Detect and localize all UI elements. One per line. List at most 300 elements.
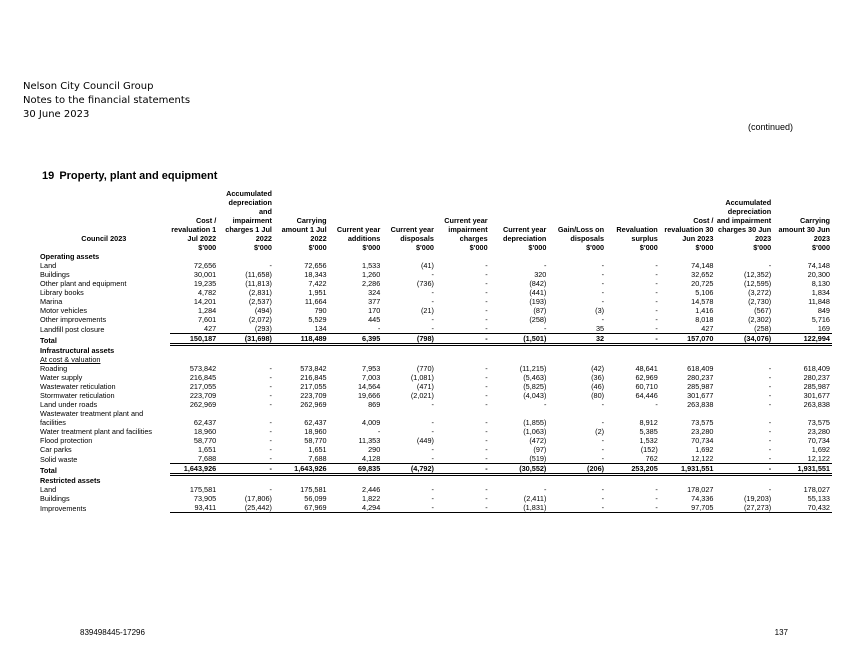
table-cell: (2,411) — [523, 494, 547, 503]
table-cell: - — [382, 503, 436, 513]
table-cell: 301,677 — [803, 391, 830, 400]
total-cell: (1,501) — [490, 334, 549, 345]
row-label: Other plant and equipment — [40, 279, 127, 288]
table-cell: - — [715, 454, 773, 464]
section-title — [42, 170, 217, 182]
table-cell: 5,716 — [811, 315, 830, 324]
total-cell: - — [715, 464, 773, 475]
table-cell: 262,969 — [189, 400, 217, 409]
section-number: 19 — [42, 170, 55, 182]
table-cell: (2) — [595, 427, 605, 436]
table-cell: - — [655, 400, 658, 409]
table-cell: (11,813) — [245, 279, 272, 288]
table-cell: (2,730) — [748, 297, 772, 306]
unit-label: $'000 — [753, 243, 772, 252]
table-cell: - — [768, 364, 772, 373]
table-cell: 18,960 — [304, 427, 327, 436]
table-cell: (567) — [754, 306, 772, 315]
table-cell: - — [768, 436, 772, 445]
table-cell: - — [431, 427, 434, 436]
header-organisation: Nelson City Council Group — [23, 81, 154, 92]
table-cell: 445 — [368, 315, 381, 324]
table-cell: - — [485, 494, 488, 503]
table-cell: 19,235 — [193, 279, 217, 288]
group-subheading-row — [40, 355, 832, 364]
table-cell: - — [485, 315, 488, 324]
ppe-table — [40, 189, 832, 513]
table-cell: - — [601, 485, 605, 494]
table-row — [40, 454, 832, 464]
total-cell: (4,792) — [382, 464, 436, 475]
table-cell: 60,710 — [635, 382, 658, 391]
table-cell: - — [431, 445, 434, 454]
table-cell: (19,203) — [744, 494, 772, 503]
table-cell: 849 — [817, 306, 830, 315]
table-cell: - — [269, 261, 272, 270]
table-cell: - — [436, 454, 490, 464]
table-cell: 23,280 — [807, 427, 830, 436]
table-cell: - — [768, 445, 772, 454]
table-cell: 178,027 — [803, 485, 830, 494]
table-row — [40, 279, 832, 288]
table-row — [40, 409, 832, 427]
column-header: Current year depreciation — [502, 225, 547, 243]
table-cell: - — [485, 373, 488, 382]
table-cell: (258) — [715, 324, 773, 334]
table-cell: 30,001 — [193, 270, 217, 279]
table-cell: 285,987 — [803, 382, 830, 391]
table-row — [40, 436, 832, 445]
table-cell: (494) — [254, 306, 272, 315]
table-cell: - — [269, 445, 272, 454]
total-cell: (30,552) — [490, 464, 549, 475]
unit-label: $'000 — [812, 243, 830, 252]
table-cell: (17,806) — [244, 494, 272, 503]
table-cell: 11,848 — [808, 297, 830, 306]
table-cell: - — [431, 270, 434, 279]
total-cell: 122,994 — [773, 334, 832, 345]
row-label: Roading — [40, 364, 68, 373]
total-cell: 1,643,926 — [274, 464, 329, 475]
table-cell: 18,343 — [304, 270, 327, 279]
table-cell: (41) — [420, 261, 434, 270]
table-cell: 11,664 — [304, 297, 327, 306]
table-cell: - — [601, 445, 605, 454]
table-cell: - — [485, 391, 488, 400]
table-cell: (36) — [591, 373, 605, 382]
table-cell: 70,734 — [691, 436, 714, 445]
row-label: Water treatment plant and facilities — [40, 427, 153, 436]
table-cell: 58,770 — [304, 436, 327, 445]
row-label: Car parks — [40, 445, 72, 454]
table-cell: (258) — [529, 315, 547, 324]
row-label: Library books — [40, 288, 84, 297]
table-cell: - — [768, 427, 772, 436]
unit-label: $'000 — [362, 243, 381, 252]
table-cell: 1,692 — [811, 445, 830, 454]
table-cell: 73,905 — [193, 494, 217, 503]
table-cell: 35 — [548, 324, 606, 334]
row-label: Solid waste — [40, 454, 78, 464]
table-cell: 4,294 — [329, 503, 383, 513]
table-cell: 20,725 — [691, 279, 714, 288]
table-cell: - — [485, 382, 488, 391]
total-cell: 150,187 — [170, 334, 219, 345]
column-header: Gain/Loss on disposals — [557, 225, 605, 243]
table-cell: - — [655, 485, 658, 494]
group-heading: Restricted assets — [40, 476, 101, 485]
table-cell: - — [768, 418, 772, 427]
table-cell: 62,437 — [193, 418, 217, 427]
table-cell: 12,122 — [660, 454, 716, 464]
table-cell: - — [655, 270, 658, 279]
table-cell: - — [485, 364, 488, 373]
table-cell: 14,564 — [357, 382, 381, 391]
total-cell: 157,070 — [660, 334, 716, 345]
table-cell: 58,770 — [193, 436, 217, 445]
table-cell: - — [601, 288, 605, 297]
table-row — [40, 427, 832, 436]
unit-label: $'000 — [528, 243, 547, 252]
table-cell: 170 — [368, 306, 381, 315]
table-cell: - — [485, 288, 488, 297]
column-header: Council 2023 — [81, 234, 127, 243]
row-label: Land under roads — [40, 400, 98, 409]
table-cell: - — [431, 485, 434, 494]
table-cell: 1,532 — [639, 436, 658, 445]
table-cell: - — [543, 400, 547, 409]
table-cell: - — [543, 485, 547, 494]
column-header: Revaluation surplus — [616, 225, 658, 243]
table-cell: 7,003 — [362, 373, 381, 382]
table-cell: - — [655, 494, 658, 503]
table-cell: - — [655, 315, 658, 324]
row-label: Wastewater treatment plant and facilities — [40, 409, 144, 427]
table-cell: (12,352) — [744, 270, 772, 279]
table-cell: - — [485, 418, 488, 427]
table-cell: - — [269, 373, 272, 382]
total-cell: 69,835 — [329, 464, 383, 475]
table-cell: - — [431, 400, 434, 409]
table-cell: (152) — [640, 445, 658, 454]
unit-label: $'000 — [639, 243, 658, 252]
total-label: Total — [40, 465, 57, 475]
column-header: Cost / revaluation 30 Jun 2023 — [664, 216, 714, 243]
table-row — [40, 315, 832, 324]
table-cell: (2,831) — [248, 288, 272, 297]
table-cell: - — [485, 261, 488, 270]
table-cell: - — [655, 261, 658, 270]
units-row — [40, 243, 832, 252]
table-cell: 72,656 — [304, 261, 327, 270]
table-cell: 7,688 — [274, 454, 329, 464]
table-row — [40, 261, 832, 270]
table-cell: - — [269, 391, 272, 400]
table-cell: 427 — [170, 324, 219, 334]
total-cell: (206) — [548, 464, 606, 475]
table-cell: 1,284 — [197, 306, 217, 315]
table-cell: (3,272) — [748, 288, 772, 297]
table-cell: (2,072) — [248, 315, 272, 324]
table-cell: (5,825) — [523, 382, 547, 391]
table-cell: 217,055 — [300, 382, 327, 391]
table-cell: 280,237 — [687, 373, 714, 382]
column-header-row — [40, 189, 832, 243]
table-cell: - — [601, 315, 605, 324]
table-cell: - — [485, 427, 488, 436]
table-cell: - — [768, 261, 772, 270]
table-row — [40, 391, 832, 400]
table-cell: 869 — [368, 400, 381, 409]
table-cell: (25,442) — [218, 503, 274, 513]
table-cell: 11,353 — [358, 436, 381, 445]
table-cell: - — [601, 436, 605, 445]
total-cell: 6,395 — [329, 334, 383, 345]
table-cell: (2,302) — [748, 315, 772, 324]
continued-label: (continued) — [747, 122, 793, 132]
column-header: Carrying amount 1 Jul 2022 — [281, 216, 327, 243]
table-cell: 1,692 — [695, 445, 714, 454]
total-row — [40, 464, 832, 475]
row-label: Buildings — [40, 494, 70, 503]
table-cell: - — [485, 270, 488, 279]
table-cell: (42) — [591, 364, 605, 373]
row-label: Flood protection — [40, 436, 93, 445]
row-label: Land — [40, 261, 57, 270]
table-cell: 216,845 — [189, 373, 217, 382]
table-cell: 762 — [606, 454, 660, 464]
table-cell: 74,148 — [807, 261, 830, 270]
table-cell: - — [548, 503, 606, 513]
table-cell: - — [655, 288, 658, 297]
table-cell: (3) — [595, 306, 605, 315]
table-cell: 19,666 — [357, 391, 381, 400]
row-label: Stormwater reticulation — [40, 391, 115, 400]
table-row — [40, 306, 832, 315]
group-heading-row — [40, 475, 832, 486]
table-cell: - — [436, 503, 490, 513]
table-cell: 1,651 — [197, 445, 217, 454]
table-cell: 8,018 — [695, 315, 714, 324]
total-cell: (798) — [382, 334, 436, 345]
table-cell: 1,533 — [362, 261, 381, 270]
table-cell: - — [601, 261, 605, 270]
total-cell: 118,489 — [274, 334, 329, 345]
table-cell: 55,133 — [807, 494, 830, 503]
table-row — [40, 297, 832, 306]
table-cell: 93,411 — [170, 503, 219, 513]
table-row — [40, 494, 832, 503]
table-cell: 23,280 — [691, 427, 714, 436]
table-cell: - — [431, 315, 434, 324]
page-number: 137 — [774, 628, 788, 637]
table-cell: - — [655, 279, 658, 288]
table-cell: - — [431, 288, 434, 297]
table-cell: 169 — [773, 324, 832, 334]
table-cell: (519) — [490, 454, 549, 464]
table-cell: (1,063) — [523, 427, 547, 436]
table-cell: - — [377, 427, 381, 436]
total-cell: - — [436, 334, 490, 345]
table-cell: 20,300 — [807, 270, 830, 279]
table-cell: 216,845 — [300, 373, 327, 382]
table-cell: 70,734 — [807, 436, 830, 445]
table-cell: (2,021) — [410, 391, 434, 400]
row-label: Buildings — [40, 270, 70, 279]
table-cell: (27,273) — [715, 503, 773, 513]
table-cell: 48,641 — [635, 364, 658, 373]
table-cell: 5,529 — [308, 315, 327, 324]
group-subheading: At cost & valuation — [40, 355, 101, 364]
table-cell: - — [485, 400, 488, 409]
table-cell: - — [485, 436, 488, 445]
total-cell: 1,931,551 — [773, 464, 832, 475]
group-heading-row — [40, 252, 832, 261]
table-row — [40, 503, 832, 513]
total-cell: 1,643,926 — [170, 464, 219, 475]
table-cell: 64,446 — [635, 391, 658, 400]
table-cell: 62,969 — [635, 373, 658, 382]
table-row — [40, 270, 832, 279]
table-cell: 5,106 — [695, 288, 714, 297]
total-cell: 253,205 — [606, 464, 660, 475]
table-cell: - — [382, 324, 436, 334]
unit-label: $'000 — [308, 243, 327, 252]
table-row — [40, 485, 832, 494]
table-cell: 4,009 — [362, 418, 381, 427]
total-cell: (34,076) — [715, 334, 773, 345]
table-cell: (1,081) — [410, 373, 434, 382]
table-row — [40, 288, 832, 297]
table-cell: - — [269, 400, 272, 409]
unit-label: $'000 — [416, 243, 434, 252]
table-cell: 4,782 — [197, 288, 217, 297]
unit-label: $'000 — [695, 243, 714, 252]
table-cell: - — [485, 297, 488, 306]
table-cell: 7,601 — [197, 315, 217, 324]
table-cell: 320 — [534, 270, 547, 279]
table-cell: - — [269, 418, 272, 427]
table-cell: (472) — [529, 436, 547, 445]
table-cell: - — [218, 454, 274, 464]
table-cell: (1,831) — [490, 503, 549, 513]
total-cell: 1,931,551 — [660, 464, 716, 475]
table-cell: 7,422 — [308, 279, 327, 288]
table-cell: 67,969 — [274, 503, 329, 513]
table-cell: - — [431, 494, 434, 503]
table-cell: (87) — [533, 306, 547, 315]
table-cell: - — [431, 297, 434, 306]
table-cell: - — [601, 418, 605, 427]
table-cell: 223,709 — [300, 391, 327, 400]
total-cell: - — [218, 464, 274, 475]
section-title-text: Property, plant and equipment — [59, 170, 218, 182]
row-label: Water supply — [40, 373, 83, 382]
table-cell: - — [768, 382, 772, 391]
table-cell: - — [601, 297, 605, 306]
table-cell: 618,409 — [687, 364, 714, 373]
document-id: 839498445-17296 — [80, 628, 145, 637]
total-row — [40, 334, 832, 345]
table-cell: - — [655, 297, 658, 306]
unit-label: $'000 — [586, 243, 605, 252]
row-label: Land — [40, 485, 57, 494]
table-cell: - — [768, 400, 772, 409]
unit-label: $'000 — [469, 243, 488, 252]
table-cell: 217,055 — [189, 382, 217, 391]
table-cell: 74,336 — [691, 494, 714, 503]
table-cell: 175,581 — [189, 485, 217, 494]
table-cell: 263,838 — [803, 400, 830, 409]
table-cell: (97) — [533, 445, 547, 454]
table-cell: (471) — [416, 382, 434, 391]
table-cell: - — [485, 306, 488, 315]
table-cell: 573,842 — [300, 364, 327, 373]
table-cell: 8,912 — [639, 418, 658, 427]
total-cell: - — [606, 334, 660, 345]
table-row — [40, 445, 832, 454]
table-cell: 5,385 — [639, 427, 658, 436]
table-cell: 618,409 — [803, 364, 830, 373]
table-cell: - — [485, 445, 488, 454]
table-cell: - — [655, 306, 658, 315]
table-cell: (21) — [420, 306, 434, 315]
table-cell: 790 — [314, 306, 327, 315]
unit-label: $'000 — [253, 243, 272, 252]
table-cell: (5,463) — [523, 373, 547, 382]
table-cell: (4,043) — [523, 391, 547, 400]
table-cell: 7,688 — [170, 454, 219, 464]
table-cell: - — [601, 400, 605, 409]
table-cell: - — [329, 324, 383, 334]
column-header: Current year disposals — [390, 225, 434, 243]
table-cell: (11,658) — [245, 270, 272, 279]
total-label: Total — [40, 335, 57, 345]
table-cell: 427 — [660, 324, 716, 334]
table-cell: 285,987 — [687, 382, 714, 391]
table-cell: - — [768, 485, 772, 494]
table-cell: 1,834 — [811, 288, 830, 297]
column-header: Accumulated depreciation and impairment charges 1 Jul 2022 — [225, 189, 272, 243]
table-cell: (80) — [591, 391, 605, 400]
table-cell: - — [601, 270, 605, 279]
table-cell: (842) — [529, 279, 547, 288]
header-date: 30 June 2023 — [23, 109, 90, 120]
table-cell: - — [490, 324, 549, 334]
table-cell: - — [382, 454, 436, 464]
table-cell: 1,260 — [362, 270, 381, 279]
row-label: Motor vehicles — [40, 306, 88, 315]
table-cell: 18,960 — [193, 427, 217, 436]
table-cell: (293) — [218, 324, 274, 334]
table-cell: - — [269, 364, 272, 373]
unit-label: $'000 — [198, 243, 217, 252]
row-label: Landfill post closure — [40, 324, 105, 334]
table-cell: - — [768, 373, 772, 382]
table-cell: 301,677 — [687, 391, 714, 400]
table-cell: (193) — [529, 297, 547, 306]
table-cell: 70,432 — [773, 503, 832, 513]
table-cell: 324 — [368, 288, 381, 297]
table-cell: - — [768, 391, 772, 400]
table-cell: - — [543, 261, 547, 270]
table-cell: (46) — [591, 382, 605, 391]
table-cell: 72,656 — [193, 261, 217, 270]
table-row — [40, 364, 832, 373]
table-row — [40, 382, 832, 391]
column-header: Cost / revaluation 1 Jul 2022 — [171, 216, 217, 243]
table-cell: - — [485, 279, 488, 288]
